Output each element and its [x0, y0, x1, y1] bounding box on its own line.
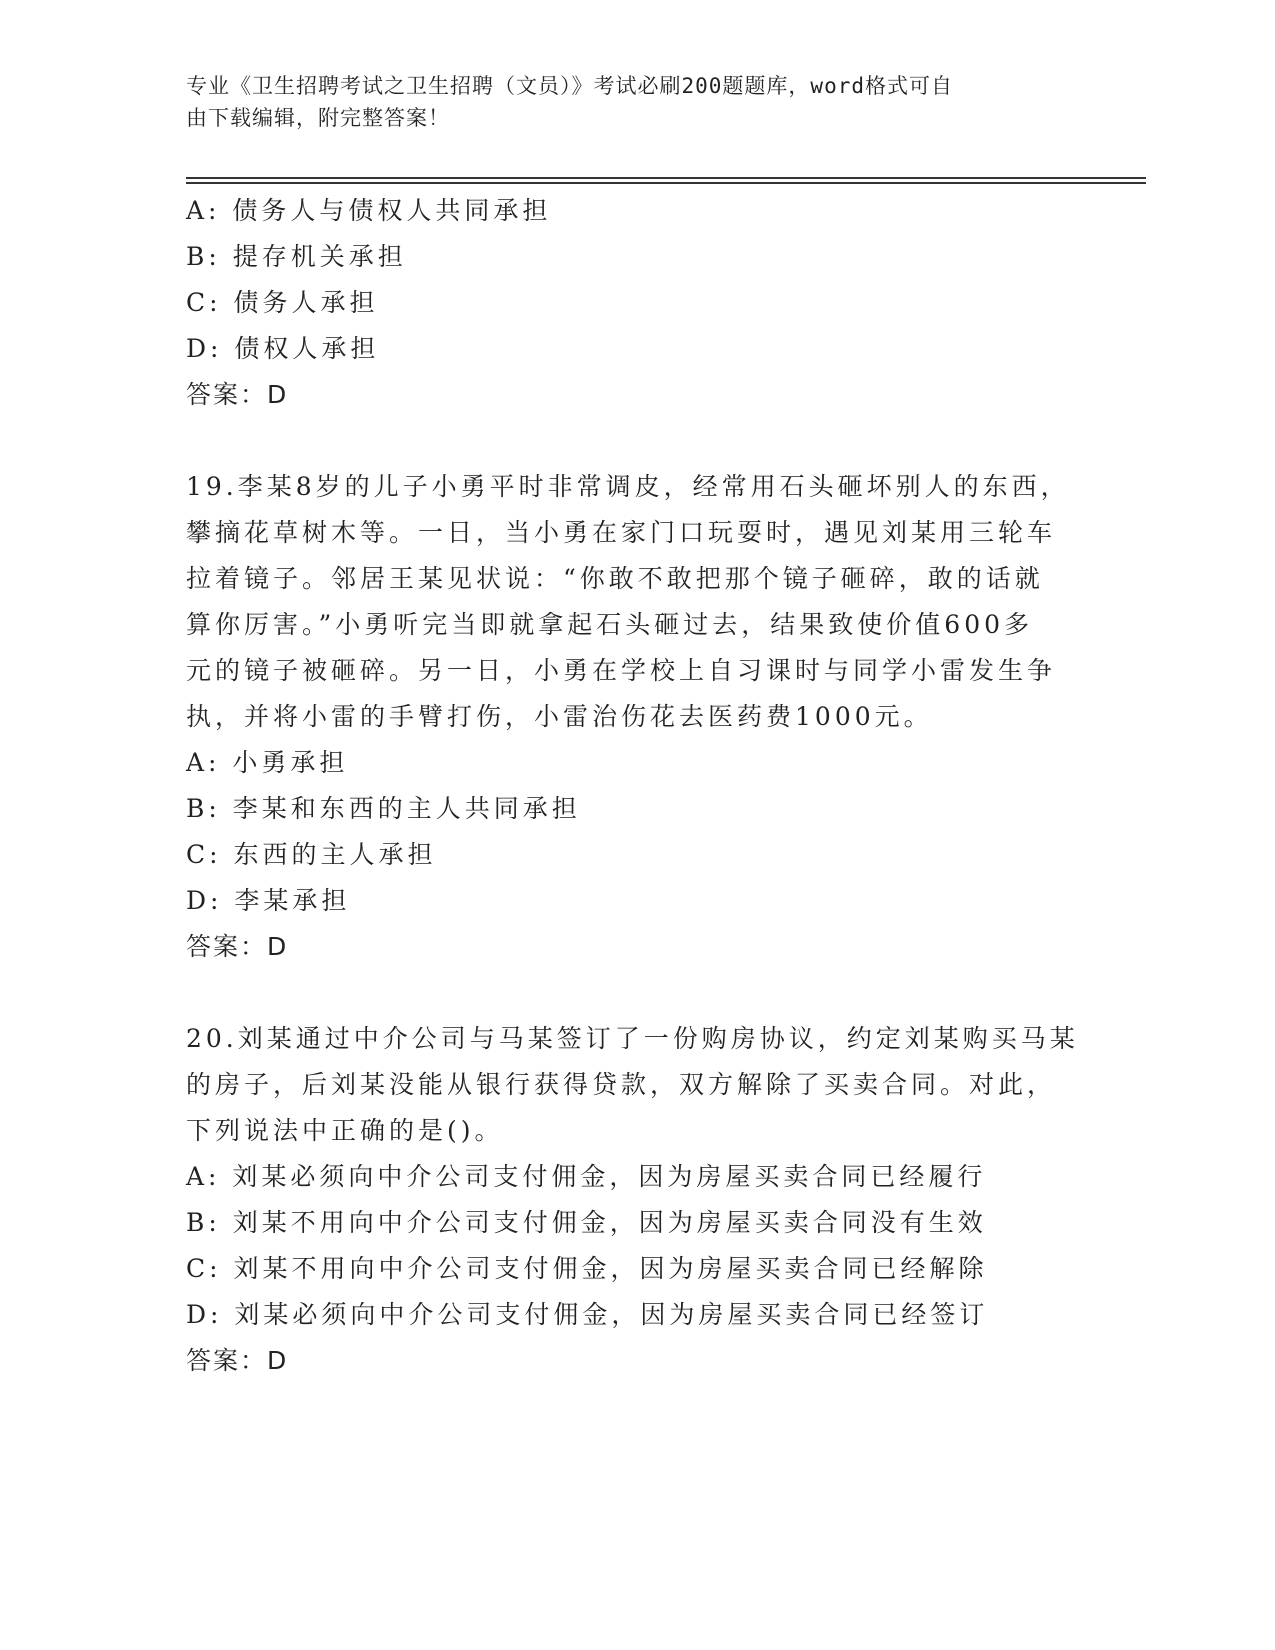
header-line-1: 专业《卫生招聘考试之卫生招聘（文员）》考试必刷200题题库，word格式可自 [186, 74, 953, 98]
document-body [186, 188, 1086, 1384]
question-18-continued [186, 188, 1086, 418]
spacer [186, 970, 1086, 1016]
option-a: A: 小勇承担 [186, 748, 349, 777]
option-a: A: 刘某必须向中介公司支付佣金，因为房屋买卖合同已经履行 [186, 1162, 987, 1191]
option-d: D: 债权人承担 [186, 334, 380, 363]
question-stem-line: 执，并将小雷的手臂打伤，小雷治伤花去医药费1000元。 [186, 702, 933, 731]
option-c: C: 刘某不用向中介公司支付佣金，因为房屋买卖合同已经解除 [186, 1254, 988, 1283]
answer-line: 答案：D [186, 932, 289, 961]
question-stem-line: 攀摘花草树木等。一日，当小勇在家门口玩耍时，遇见刘某用三轮车 [186, 518, 1057, 547]
question-stem-line: 20.刘某通过中介公司与马某签订了一份购房协议，约定刘某购买马某 [186, 1024, 1079, 1053]
option-d: D: 李某承担 [186, 886, 351, 915]
question-stem-line: 拉着镜子。邻居王某见状说：“你敢不敢把那个镜子砸碎，敢的话就 [186, 564, 1044, 593]
question-stem-line: 19.李某8岁的儿子小勇平时非常调皮，经常用石头砸坏别人的东西， [186, 472, 1070, 501]
question-stem-line: 的房子，后刘某没能从银行获得贷款，双方解除了买卖合同。对此， [186, 1070, 1057, 1099]
question-stem-line: 下列说法中正确的是()。 [186, 1116, 504, 1145]
document-header [186, 70, 1066, 134]
option-c: C: 债务人承担 [186, 288, 379, 317]
answer-line: 答案：D [186, 380, 289, 409]
question-19 [186, 464, 1086, 970]
header-divider-bottom [186, 182, 1146, 184]
option-b: B: 提存机关承担 [186, 242, 407, 271]
question-20 [186, 1016, 1086, 1384]
option-d: D: 刘某必须向中介公司支付佣金，因为房屋买卖合同已经签订 [186, 1300, 989, 1329]
spacer [186, 418, 1086, 464]
option-b: B: 刘某不用向中介公司支付佣金，因为房屋买卖合同没有生效 [186, 1208, 987, 1237]
question-stem-line: 元的镜子被砸碎。另一日，小勇在学校上自习课时与同学小雷发生争 [186, 656, 1057, 685]
answer-line: 答案：D [186, 1346, 289, 1375]
option-a: A: 债务人与债权人共同承担 [186, 196, 552, 225]
header-line-2: 由下载编辑，附完整答案！ [186, 106, 450, 130]
option-c: C: 东西的主人承担 [186, 840, 437, 869]
option-b: B: 李某和东西的主人共同承担 [186, 794, 581, 823]
question-stem-line: 算你厉害。”小勇听完当即就拿起石头砸过去，结果致使价值600多 [186, 610, 1034, 639]
header-divider-top [186, 177, 1146, 179]
